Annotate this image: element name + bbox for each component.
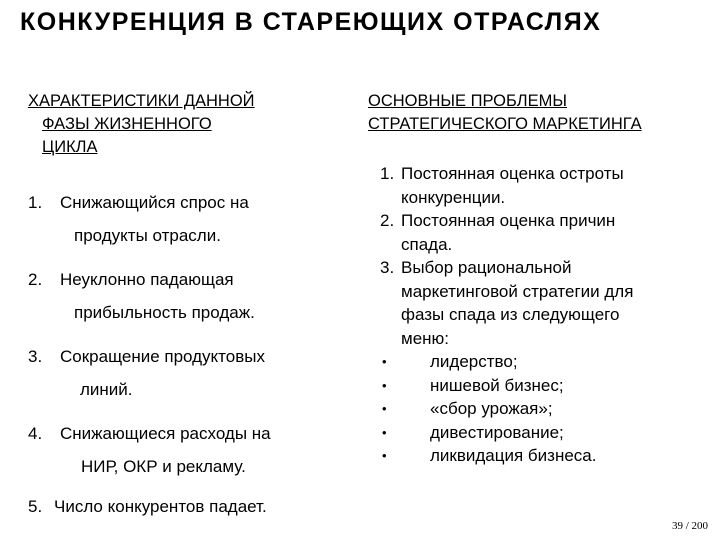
bullet-text: нишевой бизнес; xyxy=(430,375,564,395)
item-text-continuation: прибыльность продаж. xyxy=(74,303,255,322)
bullet-icon: • xyxy=(382,424,387,440)
item-text-continuation: НИР, ОКР и рекламу. xyxy=(81,457,246,476)
bullet-item xyxy=(368,350,718,374)
list-item xyxy=(28,270,348,323)
bullet-text: «сбор урожая»; xyxy=(430,399,553,418)
bullet-icon: • xyxy=(382,354,387,369)
list-item xyxy=(28,497,348,517)
strategic-problems-list xyxy=(368,162,718,468)
heading-line: ФАЗЫ ЖИЗНЕННОГО xyxy=(42,115,212,133)
bullet-item xyxy=(368,421,718,445)
item-text: конкуренции. xyxy=(401,187,506,207)
item-text: спада. xyxy=(401,234,453,254)
list-item xyxy=(28,193,348,246)
characteristics-list xyxy=(28,193,348,541)
bullet-item xyxy=(368,397,718,421)
item-text: Выбор рациональной xyxy=(401,258,572,277)
list-item xyxy=(368,209,718,256)
item-number: 1. xyxy=(380,164,395,183)
bullet-icon: • xyxy=(382,448,387,463)
item-number: 3. xyxy=(380,258,395,277)
list-item xyxy=(368,256,718,350)
heading-line: ХАРАКТЕРИСТИКИ ДАННОЙ xyxy=(28,92,255,110)
item-text: фазы спада из следующего xyxy=(401,305,620,324)
item-text: Число конкурентов падает. xyxy=(54,497,267,516)
bullet-icon: • xyxy=(382,377,387,393)
characteristics-column xyxy=(28,90,348,516)
list-item xyxy=(28,347,348,400)
heading-line: ЦИКЛА xyxy=(42,138,98,156)
item-number: 3. xyxy=(28,347,43,366)
item-number: 4. xyxy=(28,424,43,443)
item-text-continuation: линий. xyxy=(80,380,133,399)
item-number: 2. xyxy=(28,270,43,289)
strategy-menu xyxy=(368,350,718,468)
heading-line: СТРАТЕГИЧЕСКОГО МАРКЕТИНГА xyxy=(368,115,642,133)
page-title: КОНКУРЕНЦИЯ В СТАРЕЮЩИХ ОТРАСЛЯХ xyxy=(20,8,602,36)
bullet-text: дивестирование; xyxy=(430,422,564,442)
item-text: Неуклонно падающая xyxy=(60,270,234,289)
page-number: 39 / 200 xyxy=(671,520,708,532)
item-text: меню: xyxy=(401,328,450,348)
bullet-text: лидерство; xyxy=(430,352,518,371)
strategic-problems-heading xyxy=(368,90,718,136)
list-item xyxy=(28,424,348,477)
item-text: Снижающийся спрос на xyxy=(60,193,249,212)
characteristics-heading xyxy=(28,90,348,159)
item-text: маркетинговой стратегии для xyxy=(401,281,634,301)
bullet-item xyxy=(368,444,718,468)
item-text: Снижающиеся расходы на xyxy=(60,424,271,443)
item-text: Постоянная оценка остроты xyxy=(401,164,624,183)
bullet-text: ликвидация бизнеса. xyxy=(430,446,597,465)
item-text: Сокращение продуктовых xyxy=(60,347,265,366)
item-number: 2. xyxy=(380,211,395,230)
item-text: Постоянная оценка причин xyxy=(401,211,616,230)
item-text-continuation: продукты отрасли. xyxy=(74,226,221,245)
item-number: 5. xyxy=(28,497,43,516)
bullet-item xyxy=(368,374,718,398)
strategic-problems-column xyxy=(368,90,718,465)
bullet-icon: • xyxy=(382,401,387,416)
item-number: 1. xyxy=(28,193,43,212)
heading-line: ОСНОВНЫЕ ПРОБЛЕМЫ xyxy=(368,92,567,110)
list-item xyxy=(368,162,718,209)
